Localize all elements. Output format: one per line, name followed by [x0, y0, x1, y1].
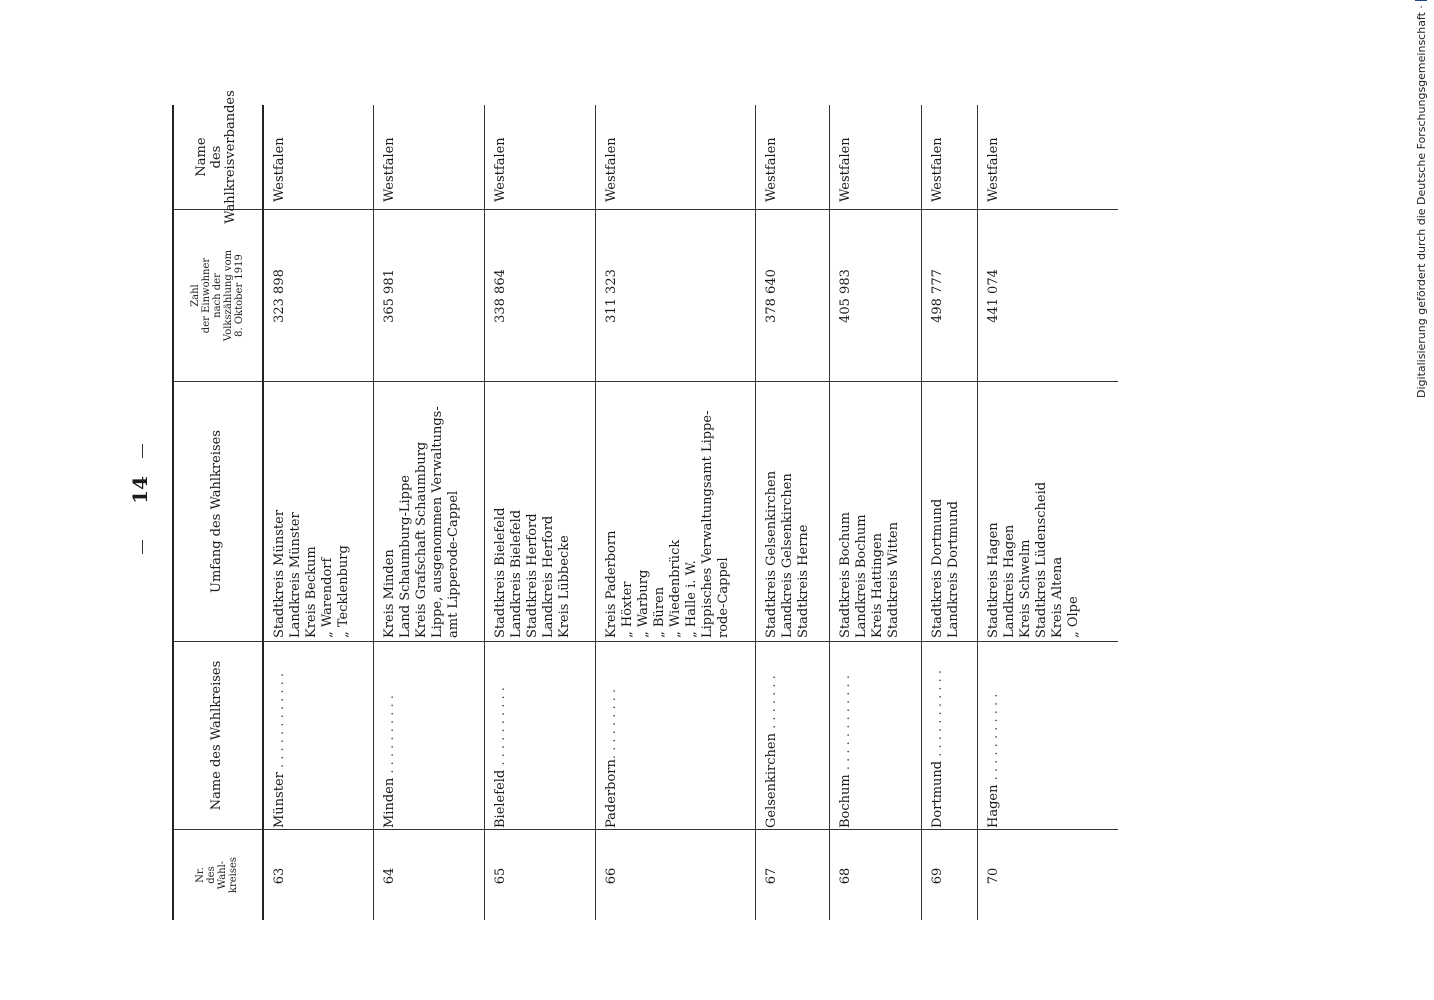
header-umfang: Umfang des Wahlkreises [208, 430, 224, 593]
extent-line: Kreis Hattingen [870, 532, 885, 638]
district-name [986, 646, 1002, 828]
table-row [264, 105, 374, 920]
header-einwohner-line: Zahl [189, 284, 201, 307]
extent-line: Stadtkreis Dortmund [930, 498, 945, 638]
extent-line: Lippe, ausgenommen Verwaltungs- [430, 406, 445, 638]
population: 323 898 [272, 269, 287, 323]
association-name: Westfalen [930, 137, 945, 202]
district-name-text: Münster [272, 772, 287, 828]
extent-line: „ Warburg [636, 569, 651, 638]
header-einwohner-line: der Einwohner [200, 257, 212, 334]
extent-line: Landkreis Dortmund [946, 501, 961, 638]
header-nr-line: des [206, 866, 217, 884]
header-nr-line: kreises [228, 856, 239, 894]
district-extent [986, 380, 1082, 638]
extent-line: Kreis Paderborn [604, 530, 619, 638]
extent-line: „ Halle i. W. [684, 560, 699, 638]
district-extent [493, 380, 573, 638]
extent-line: Land Schaumburg-Lippe [398, 475, 413, 638]
association-name: Westfalen [986, 137, 1001, 202]
population: 405 983 [838, 269, 853, 323]
population: 365 981 [382, 269, 397, 323]
leader-dots: . . . . . . . . . . [493, 687, 508, 770]
extent-line: „ Höxter [620, 581, 635, 638]
extent-line: Landkreis Herford [541, 515, 556, 638]
district-number: 67 [764, 867, 779, 885]
extent-line: Stadtkreis Gelsenkirchen [764, 470, 779, 638]
extent-line: Stadtkreis Witten [886, 522, 901, 638]
dfg-logo [1415, 0, 1427, 1]
association-name: Westfalen [604, 137, 619, 202]
district-extent [272, 380, 352, 638]
district-name [382, 646, 398, 828]
leader-dots: . . . . . . . . . . [382, 695, 397, 778]
table-row [485, 105, 596, 920]
association-name: Westfalen [838, 137, 853, 202]
header-nr [174, 830, 260, 920]
extent-line: Stadtkreis Hagen [986, 522, 1001, 638]
header-nr-line: Wahl- [217, 860, 228, 890]
header-verband-line: des Wahlkreisverbandes [208, 90, 239, 224]
district-name-text: Minden [382, 777, 397, 828]
district-name-text: Gelsenkirchen [764, 733, 779, 828]
district-name [764, 646, 780, 828]
association-name: Westfalen [764, 137, 779, 202]
dfg-credit-rotated [1412, 5, 1430, 398]
population: 311 323 [604, 269, 619, 323]
table-row [830, 105, 922, 920]
header-einwohner [174, 210, 260, 381]
extent-line: Kreis Lübbecke [557, 535, 572, 638]
district-number: 63 [272, 867, 287, 885]
population: 498 777 [930, 269, 945, 323]
leader-dots: . . . . . . . . . [604, 688, 619, 760]
extent-line: Kreis Beckum [304, 546, 319, 638]
district-name-text: Bochum [838, 774, 853, 828]
association-name: Westfalen [493, 137, 508, 202]
district-number: 66 [604, 867, 619, 885]
district-name-text: Paderborn [604, 759, 619, 828]
page-number: 14 [128, 476, 152, 504]
header-einwohner-line: 8. Oktober 1919 [233, 254, 245, 337]
header-einwohner-line: Volkszählung vom [222, 249, 234, 342]
table-row [756, 105, 830, 920]
district-name [604, 646, 620, 828]
district-name-text: Bielefeld [493, 769, 508, 828]
leader-dots: . . . . . . . [764, 675, 779, 734]
population: 338 864 [493, 269, 508, 323]
extent-line: Kreis Grafschaft Schaumburg [414, 441, 429, 638]
dfg-credit-text: Digitalisierung gefördert durch die Deutsche Forschungsgemeinschaft · [1414, 5, 1428, 398]
electoral-district-table [172, 90, 1118, 920]
district-number: 65 [493, 867, 508, 885]
association-name: Westfalen [272, 137, 287, 202]
district-name-text: Hagen [986, 784, 1001, 828]
district-name [493, 646, 509, 828]
extent-line: Landkreis Gelsenkirchen [780, 473, 795, 638]
district-name-text: Dortmund [930, 760, 945, 828]
extent-line: Kreis Schwelm [1018, 539, 1033, 638]
extent-line: Stadtkreis Lüdenscheid [1034, 481, 1049, 638]
district-number: 70 [986, 867, 1001, 885]
extent-line: „ Tecklenburg [336, 545, 351, 638]
extent-line: Landkreis Bochum [854, 514, 869, 638]
district-number: 69 [930, 867, 945, 885]
association-name: Westfalen [382, 137, 397, 202]
table-row [596, 105, 756, 920]
table-row [374, 105, 485, 920]
district-extent [930, 380, 962, 638]
extent-line: „ Wiedenbrück [668, 539, 683, 638]
extent-line: „ Olpe [1066, 596, 1081, 638]
extent-line: Landkreis Bielefeld [509, 509, 524, 638]
district-number: 68 [838, 867, 853, 885]
extent-line: Stadtkreis Bielefeld [493, 507, 508, 638]
table-row [922, 105, 978, 920]
population: 441 074 [986, 269, 1001, 323]
district-number: 64 [382, 867, 397, 885]
district-name [930, 646, 946, 828]
leader-dots: . . . . . . . . . . . [986, 693, 1001, 785]
district-name [272, 646, 288, 828]
extent-line: Stadtkreis Bochum [838, 512, 853, 638]
table-row [978, 105, 1118, 920]
extent-line: Stadtkreis Herne [796, 524, 811, 638]
population: 378 640 [764, 269, 779, 323]
extent-line: rode-Cappel [716, 557, 731, 638]
page-number-dash-right [142, 444, 143, 458]
district-name [838, 646, 854, 828]
header-einwohner-line: nach der [211, 273, 223, 318]
header-verband-line: Name [193, 137, 209, 177]
extent-line: Stadtkreis Münster [272, 509, 287, 638]
extent-line: Landkreis Münster [288, 512, 303, 638]
header-name: Name des Wahlkreises [208, 660, 224, 811]
district-extent [838, 380, 902, 638]
page-number-dash-left [142, 540, 143, 554]
leader-dots: . . . . . . . . . . . . [838, 675, 853, 775]
extent-line: Kreis Altena [1050, 556, 1065, 638]
district-extent [382, 380, 462, 638]
extent-line: Lippisches Verwaltungsamt Lippe- [700, 410, 715, 638]
district-extent [764, 380, 812, 638]
extent-line: „ Warendorf [320, 557, 335, 638]
extent-line: amt Lipperode-Cappel [446, 490, 461, 638]
district-extent [604, 380, 732, 638]
dfg-credit [1412, 5, 1430, 398]
extent-line: Landkreis Hagen [1002, 524, 1017, 638]
header-verband [174, 90, 260, 224]
extent-line: „ Büren [652, 586, 667, 638]
extent-line: Stadtkreis Herford [525, 513, 540, 638]
leader-dots: . . . . . . . . . . . . [272, 672, 287, 773]
extent-line: Kreis Minden [382, 549, 397, 638]
header-nr-line: Nr. [195, 867, 206, 883]
leader-dots: . . . . . . . . . . . [930, 669, 945, 761]
